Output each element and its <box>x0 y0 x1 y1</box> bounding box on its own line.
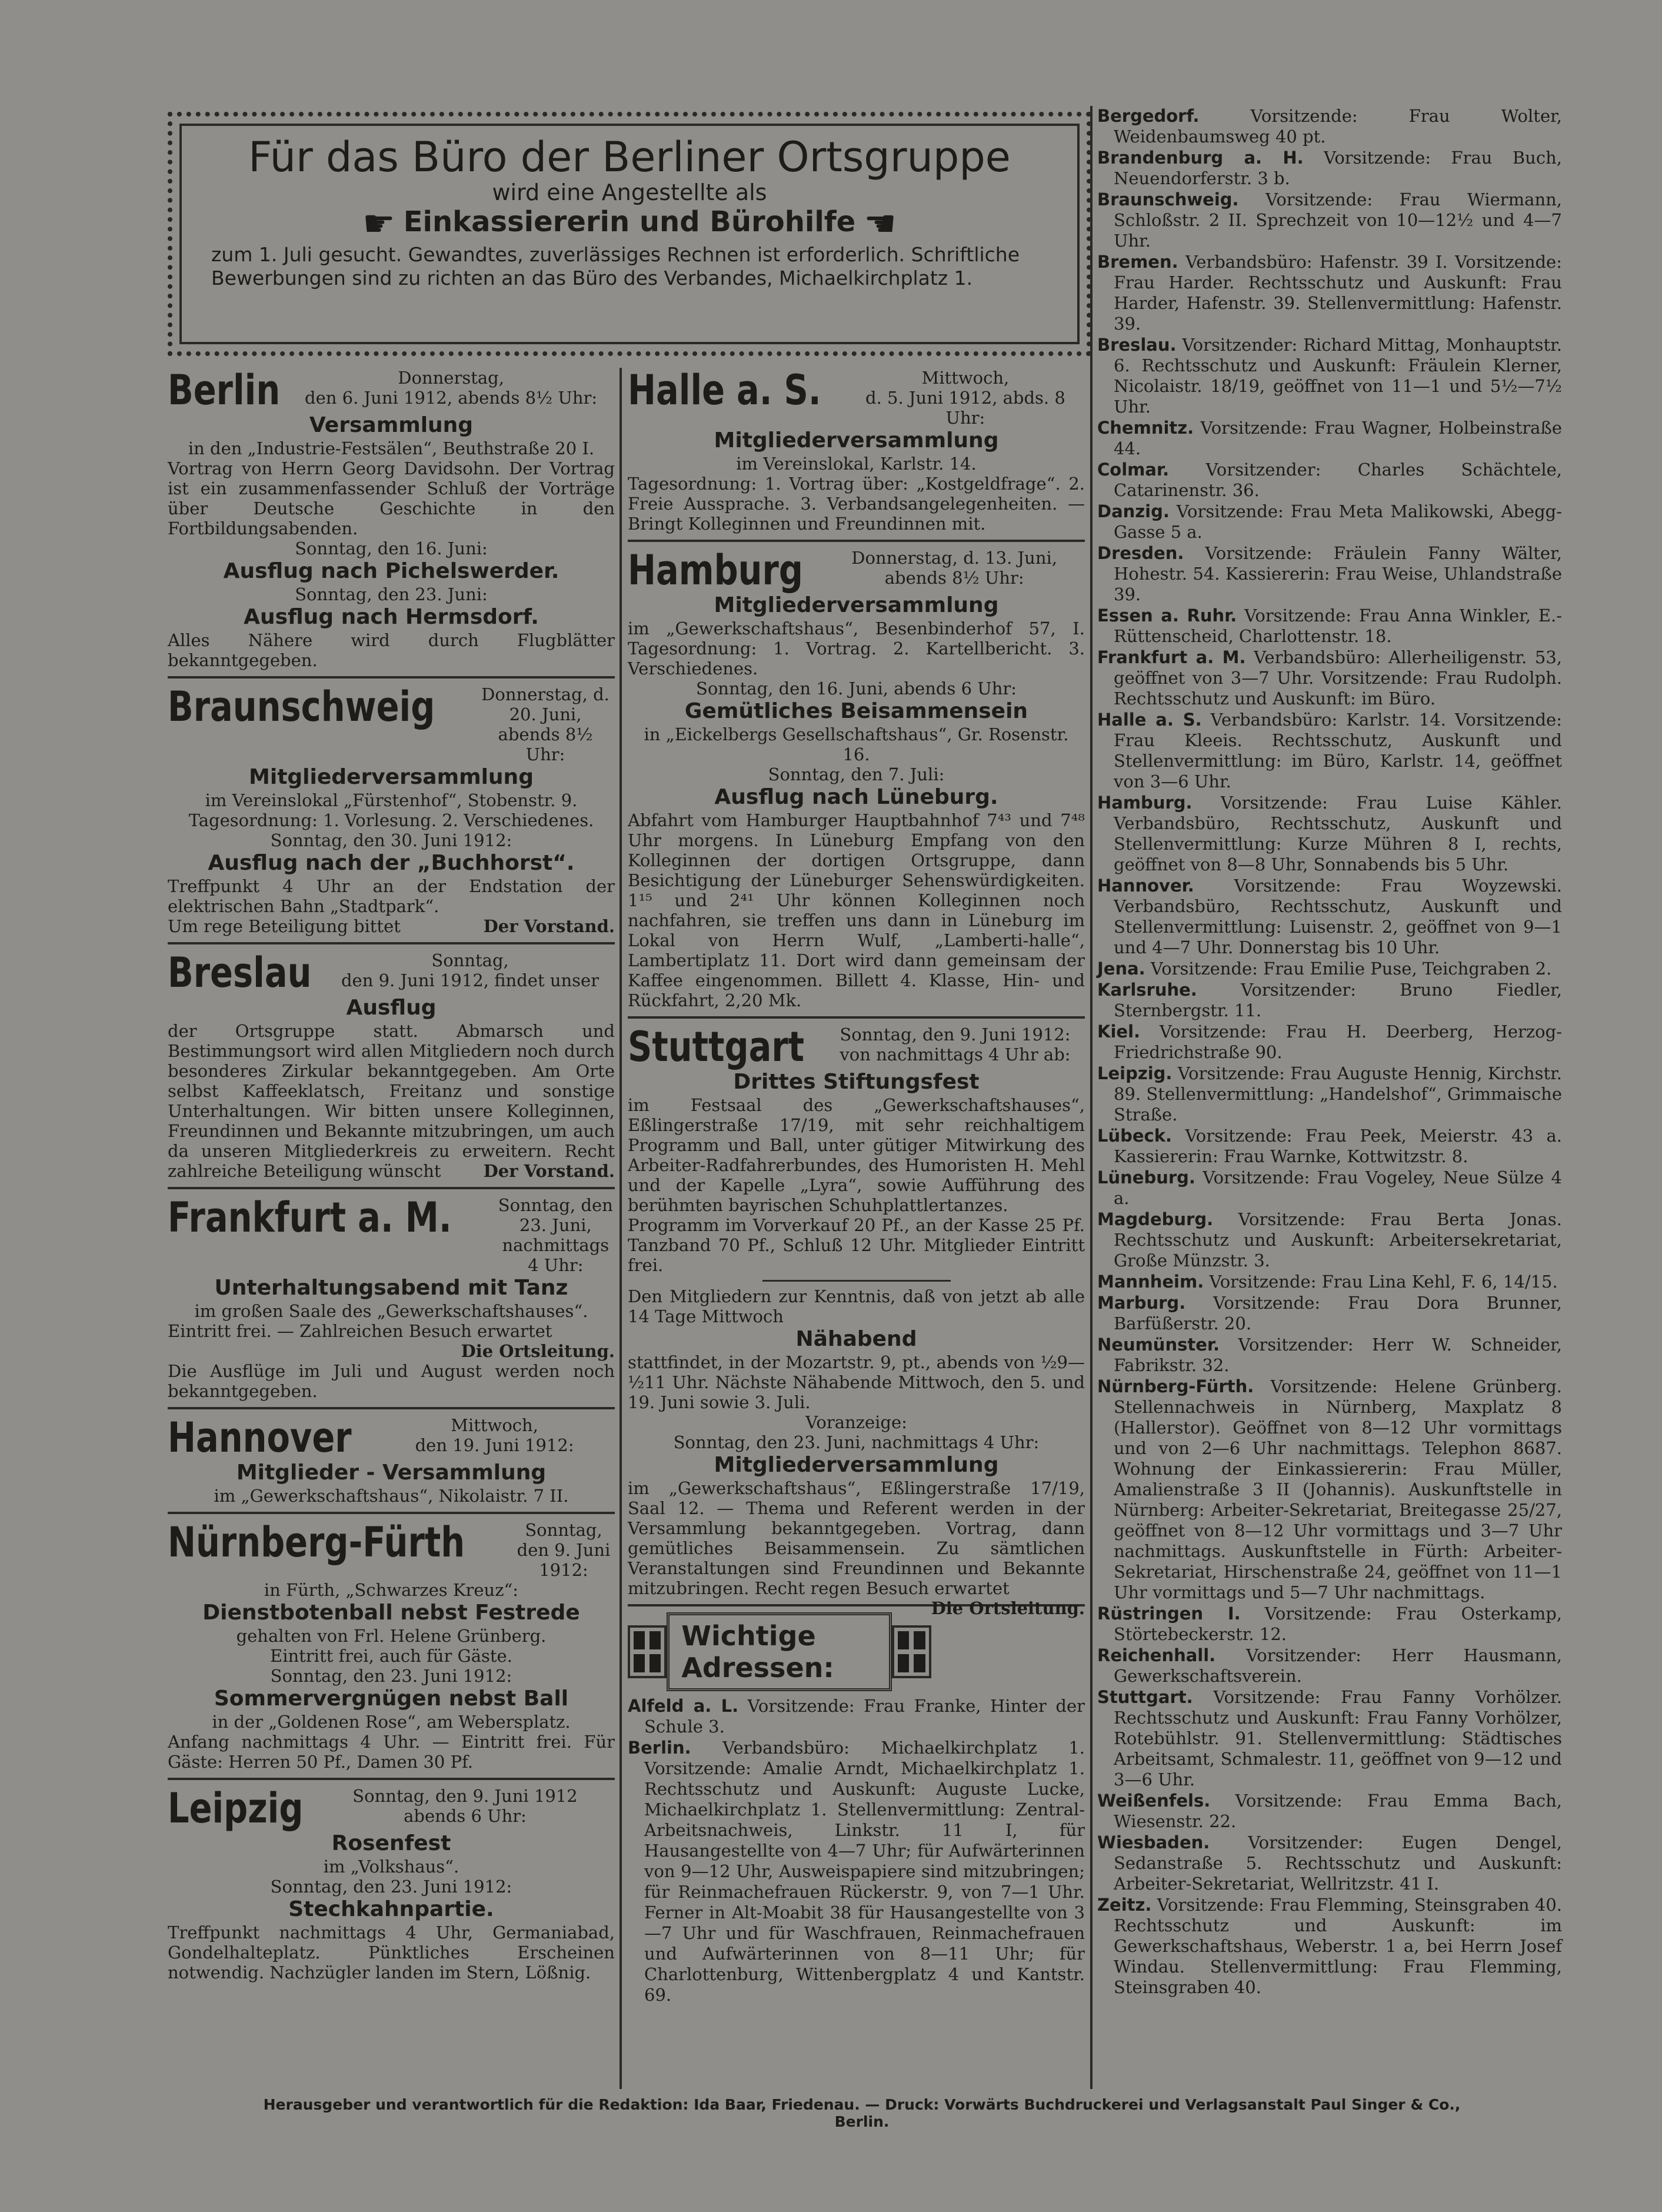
address-city: Breslau. <box>1097 335 1177 355</box>
address-city: Nürnberg-Fürth. <box>1097 1376 1254 1396</box>
event-text: Programm im Vorverkauf 20 Pf., an der Kasse 25 Pf. Tanzband 70 Pf., Schluß 12 Uhr. Mitglieder Eintritt frei. <box>628 1215 1085 1275</box>
notice-frankfurt <box>168 1195 615 1409</box>
ornament-grid-icon <box>892 1625 931 1678</box>
address-list <box>1097 106 1562 1998</box>
address-text: Vorsitzende: Frau Auguste Hennig, Kirchstr. 89. Stellenvermittlung: „Handelshof“, Grimmaische Straße. <box>1114 1063 1563 1125</box>
address-entry <box>1097 1335 1562 1376</box>
event-text: Treffpunkt 4 Uhr an der Endstation der elektrischen Bahn „Stadtpark“. <box>168 876 615 916</box>
address-city: Lüneburg. <box>1097 1167 1195 1188</box>
address-entry <box>1097 252 1562 334</box>
notice-breslau <box>168 950 615 1189</box>
address-entry <box>1097 1272 1562 1292</box>
column-left <box>168 368 615 1994</box>
event-date: Sonntag, den 30. Juni 1912: <box>270 830 512 850</box>
event-title: Ausflug <box>346 996 437 1020</box>
event-text: Abfahrt vom Hamburger Hauptbahnhof 7⁴³ und 7⁴⁸ Uhr morgens. In Lüneburg Empfang von den Kolleginnen der dortigen Ortsgruppe, dann Besichtigung der Lüneburger Sehenswürdigkeiten. 1¹⁵ und 2⁴¹ Uhr können Kolleginnen noch nachfahren, sie treffen uns dann in Lüneburg im Lokal von Herrn Wulf, „Lamberti-halle“, Lambertiplatz 11. Dort wird dann gemeinsam der Kaffee eingenommen. Billett 4. Klasse, Hin- und Rückfahrt, 2,20 Mk. <box>628 810 1085 1010</box>
address-text: Vorsitzende: Frau Meta Malikowski, Abegg-Gasse 5 a. <box>1114 501 1563 542</box>
event-place: in Fürth, „Schwarzes Kreuz“: <box>264 1580 519 1600</box>
city-heading: Halle a. S. <box>628 366 821 414</box>
address-city: Alfeld a. L. <box>628 1696 739 1716</box>
notice-date: Mittwoch, d. 5. Juni 1912, abds. 8 Uhr: <box>865 368 1065 428</box>
address-text: Vorsitzender: Richard Mittag, Monhauptstr. 6. Rechtsschutz und Auskunft: Fräulein Klerner, Nicolaistr. 18/19, geöffnet von 11—1 und 5½—7½ Uhr. <box>1114 335 1562 417</box>
address-city: Hannover. <box>1097 876 1194 896</box>
job-advertisement <box>168 112 1091 356</box>
important-addresses-title: Wichtige Adressen: <box>667 1612 892 1691</box>
event-text: Eintritt frei. — Zahlreichen Besuch erwartet <box>168 1321 552 1341</box>
address-entry <box>1097 1022 1562 1063</box>
notice-date: Sonntag, den 23. Juni, nachmittags 4 Uhr: <box>498 1195 613 1275</box>
address-city: Kiel. <box>1097 1022 1141 1042</box>
event-date: Sonntag, den 7. Juli: <box>768 764 945 784</box>
event-entry: Eintritt frei, auch für Gäste. <box>270 1646 512 1666</box>
address-city: Rüstringen I. <box>1097 1604 1241 1624</box>
address-text: Vorsitzende: Frau Berta Jonas. Rechtsschutz und Auskunft: Arbeitersekretariat, Große Münzstr. 3. <box>1114 1209 1562 1270</box>
event-title: Sommervergnügen nebst Ball <box>214 1687 569 1711</box>
address-entry <box>1097 460 1562 501</box>
event-place: im „Volkshaus“. <box>323 1857 459 1877</box>
address-city: Wiesbaden. <box>1097 1832 1210 1852</box>
notice-halle <box>628 368 1085 542</box>
address-text: Verbandsbüro: Karlstr. 14. Vorsitzende: Frau Kleeis. Rechtsschutz, Auskunft und Stellenvermittlung: im Büro, Karlstr. 14, geöffnet von 3—6 Uhr. <box>1114 710 1562 791</box>
address-text: Vorsitzende: Frau Woyzewski. Verbandsbüro, Rechtsschutz, Auskunft und Stellenvermittlung: Luisenstr. 2, geöffnet von 9—1 und 4—7 Uhr. Donnerstag bis 10 Uhr. <box>1114 876 1563 957</box>
address-text: Vorsitzender: Herr Hausmann, Gewerkschaftsverein. <box>1114 1645 1563 1686</box>
address-text: Vorsitzende: Frau Wagner, Holbeinstraße 44. <box>1114 418 1562 458</box>
event-title: Unterhaltungsabend mit Tanz <box>214 1276 568 1300</box>
city-heading: Hannover <box>168 1413 352 1462</box>
event-title: Rosenfest <box>331 1831 451 1855</box>
address-entry <box>1097 543 1562 605</box>
event-speaker: gehalten von Frl. Helene Grünberg. <box>236 1626 547 1646</box>
city-heading: Frankfurt a. M. <box>168 1193 452 1242</box>
address-entry <box>1097 1832 1562 1894</box>
event-title: Nähabend <box>795 1327 917 1351</box>
column-right <box>1097 106 1562 1998</box>
address-text: Verbandsbüro: Michaelkirchplatz 1. Vorsitzende: Amalie Arndt, Michaelkirchplatz 1. Rechtsschutz und Auskunft: Auguste Lucke, Michaelkirchplatz 1. Stellenvermittlung: Zentral-Arbeitsnachweis, Linkstr. 11 I, für Hausangestellte von 4—7 Uhr; für Aufwärterinnen von 9—12 Uhr, Ausweispapiere sind mitzubringen; für Reinmachefrauen Rückerstr. 9, von 7—1 Uhr. Ferner in Alt-Moabit 38 für Hausangestellte von 3—7 Uhr und für Waschfrauen, Reinmachefrauen und Aufwärterinnen von 8—11 Uhr; für Charlottenburg, Wittenbergplatz 4 und Kantstr. 69. <box>644 1738 1085 2005</box>
pointing-hand-left-icon: ☚ <box>864 202 897 245</box>
event-title: Stechkahnpartie. <box>288 1897 494 1921</box>
address-entry <box>1097 606 1562 647</box>
address-city: Bergedorf. <box>1097 106 1200 126</box>
event-title: Ausflug nach Lüneburg. <box>714 785 998 809</box>
city-heading: Braunschweig <box>168 683 435 731</box>
notice-date: Sonntag, den 9. Juni 1912 abends 6 Uhr: <box>352 1786 578 1826</box>
address-city: Chemnitz. <box>1097 418 1194 438</box>
event-text: im „Gewerkschaftshaus“, Besenbinderhof 57, I. Tagesordnung: 1. Vortrag. 2. Kartellbericht. 3. Verschiedenes. <box>628 618 1085 678</box>
address-city: Neumünster. <box>1097 1335 1220 1355</box>
address-text: Vorsitzender: Eugen Dengel, Sedanstraße 5. Rechtsschutz und Auskunft: Arbeiter-Sekretariat, Wellritzstr. 41 I. <box>1114 1832 1563 1894</box>
address-city: Lübeck. <box>1097 1126 1173 1146</box>
event-date: Sonntag, den 16. Juni: <box>295 538 488 558</box>
event-signature: Die Ortsleitung. <box>461 1341 615 1361</box>
event-text: stattfindet, in der Mozartstr. 9, pt., abends von ½9—½11 Uhr. Nächste Nähabende Mittwoch, den 5. und 19. Juni sowie 3. Juli. <box>628 1352 1085 1412</box>
address-text: Vorsitzende: Frau Wolter, Weidenbaumsweg 40 pt. <box>1114 106 1562 147</box>
address-text: Vorsitzender: Herr W. Schneider, Fabrikstr. 32. <box>1114 1335 1562 1375</box>
address-text: Vorsitzende: Frau H. Deerberg, Herzog-Friedrichstraße 90. <box>1114 1022 1563 1062</box>
city-heading: Hamburg <box>628 546 803 594</box>
address-city: Marburg. <box>1097 1293 1186 1313</box>
address-entry <box>1097 1376 1562 1603</box>
address-city: Bremen. <box>1097 252 1178 272</box>
address-text: Vorsitzende: Frau Buch, Neuendorferstr. 3 b. <box>1114 148 1562 188</box>
event-title: Versammlung <box>309 413 474 437</box>
address-city: Braunschweig. <box>1097 189 1239 209</box>
address-entry <box>1097 1167 1562 1209</box>
address-entry <box>1097 980 1562 1021</box>
ad-title: Für das Büro der Berliner Ortsgruppe <box>248 133 1011 181</box>
address-entry <box>628 1696 1085 1737</box>
city-heading: Breslau <box>168 949 312 997</box>
event-title: Mitgliederversammlung <box>714 428 999 453</box>
address-entry <box>1097 1791 1562 1832</box>
address-city: Danzig. <box>1097 501 1170 521</box>
event-closing: Um rege Beteiligung bittet Der Vorstand. <box>168 916 615 936</box>
address-text: Vorsitzende: Frau Franke, Hinter der Schule 3. <box>644 1696 1085 1737</box>
address-text: Vorsitzender: Charles Schächtele, Catarinenstr. 36. <box>1114 460 1562 500</box>
address-entry <box>1097 959 1562 979</box>
event-text: Vortrag von Herrn Georg Davidsohn. Der Vortrag ist ein zusammenfassender Schluß der Vorträge über Deutsche Geschichte in den Fortbildungsabenden. <box>168 458 615 538</box>
city-heading: Leipzig <box>168 1784 304 1832</box>
pointing-hand-right-icon: ☛ <box>362 202 395 245</box>
newspaper-page <box>150 106 1568 2130</box>
ad-body: zum 1. Juli gesucht. Gewandtes, zuverlässiges Rechnen ist erforderlich. Schriftliche Bewerbungen sind zu richten an das Büro des Verbandes, Michaelkirchplatz 1. <box>211 243 1020 290</box>
event-title: Dienstbotenball nebst Festrede <box>202 1601 580 1625</box>
notice-nuernberg-fuerth <box>168 1520 615 1780</box>
address-city: Weißenfels. <box>1097 1791 1211 1811</box>
notice-date: Sonntag, den 9. Juni 1912: von nachmittags 4 Uhr ab: <box>840 1024 1071 1065</box>
address-text: Vorsitzende: Frau Emma Bach, Wiesenstr. 22. <box>1114 1791 1562 1831</box>
address-text: Vorsitzende: Frau Luise Kähler. Verbandsbüro, Rechtsschutz, Auskunft und Stellenvermittlung: Kurze Mühren 8 I, rechts, geöffnet von 8—8 Uhr, Sonnabends bis 5 Uhr. <box>1114 793 1562 874</box>
address-text: Vorsitzende: Frau Peek, Meierstr. 43 a. Kassiererin: Frau Warnke, Kottwitzstr. 8. <box>1114 1126 1562 1166</box>
address-entry <box>1097 1063 1562 1125</box>
job-advertisement-frame <box>179 124 1080 344</box>
event-note: Die Ausflüge im Juli und August werden noch bekanntgegeben. <box>168 1361 615 1401</box>
address-city: Dresden. <box>1097 543 1184 563</box>
address-city: Brandenburg a. H. <box>1097 148 1304 168</box>
notice-stuttgart <box>628 1023 1085 1618</box>
event-place: in den „Industrie-Festsälen“, Beuthstraße 20 I. <box>188 438 595 458</box>
address-city: Berlin. <box>628 1738 691 1758</box>
address-text: Vorsitzende: Frau Fanny Vorhölzer. Rechtsschutz und Auskunft: Frau Fanny Vorhölzer, Rotebühlstr. 91. Stellenvermittlung: Städtisches Arbeitsamt, Schmalestr. 11, geöffnet von 9—12 und 3—6 Uhr. <box>1114 1687 1563 1789</box>
address-text: Vorsitzende: Frau Anna Winkler, E.-Rüttenscheid, Charlottenstr. 18. <box>1114 606 1563 646</box>
event-date: Sonntag, den 16. Juni, abends 6 Uhr: <box>695 678 1017 698</box>
notice-berlin <box>168 368 615 678</box>
address-entry <box>1097 647 1562 709</box>
event-text: der Ortsgruppe statt. Abmarsch und Bestimmungsort wird allen Mitgliedern noch durch besonderes Zirkular bekanntgegeben. Am Orte selbst Kaffeeklatsch, Freitanz und sonstige Unterhaltungen. Wir bitten unsere Kolleginnen, Freundinnen und Bekannte mitzubringen, um auch da unseren Mitgliederkreis zu erweitern. Recht zahlreiche Beteiligung wünscht Der Vorstand. <box>168 1021 615 1181</box>
address-text: Vorsitzende: Frau Lina Kehl, F. 6, 14/15. <box>1209 1272 1558 1292</box>
address-text: Vorsitzende: Frau Emilie Puse, Teichgraben 2. <box>1150 959 1552 979</box>
address-city: Colmar. <box>1097 460 1170 480</box>
notice-braunschweig <box>168 684 615 944</box>
column-middle <box>628 368 1085 2006</box>
address-text: Vorsitzende: Helene Grünberg. Stellennachweis in Nürnberg, Maxplatz 8 (Hallerstor). Geöffnet von 8—12 Uhr vormittags und von 2—6 Uhr nachmittags. Telephon 8687. Wohnung der Einkassiererin: Frau Müller, Amalienstraße 3 II (Johannis). Auskunftstelle in Nürnberg: Arbeiter-Sekretariat, Breitegasse 25/27, geöffnet von 8—12 Uhr vormittags und 3—7 Uhr nachmittags. Auskunftstelle in Fürth: Arbeiter-Sekretariat, Hirschenstraße 24, geöffnet von 11—1 Uhr vormittags und 5—7 Uhr nachmittags. <box>1114 1376 1563 1602</box>
event-date: Sonntag, den 23. Juni 1912: <box>270 1666 512 1686</box>
ad-heading <box>182 202 1077 245</box>
address-city: Frankfurt a. M. <box>1097 647 1246 667</box>
event-place: im Vereinslokal, Karlstr. 14. <box>736 454 977 474</box>
event-title: Mitgliederversammlung <box>249 765 534 789</box>
address-city: Mannheim. <box>1097 1272 1204 1292</box>
ad-heading-text: Einkassiererin und Bürohilfe <box>403 205 856 238</box>
event-note: Alles Nähere wird durch Flugblätter bekanntgegeben. <box>168 630 615 670</box>
notice-date: Sonntag, den 9. Juni 1912, findet unser <box>341 950 599 990</box>
event-text: Treffpunkt nachmittags 4 Uhr, Germaniabad, Gondelhalteplatz. Pünktliches Erscheinen notwendig. Nachzügler landen im Stern, Lößnig. <box>168 1922 615 1983</box>
address-city: Essen a. Ruhr. <box>1097 606 1237 626</box>
event-title: Ausflug nach der „Buchhorst“. <box>208 851 575 875</box>
address-city: Magdeburg. <box>1097 1209 1214 1229</box>
event-title: Drittes Stiftungsfest <box>733 1070 980 1094</box>
event-date: Sonntag, den 23. Juni: <box>295 584 488 604</box>
notice-date: Mittwoch, den 19. Juni 1912: <box>415 1415 574 1455</box>
address-entry <box>1097 335 1562 417</box>
divider <box>762 1280 951 1282</box>
address-text: Vorsitzende: Frau Dora Brunner, Barfüßerstr. 20. <box>1114 1293 1562 1333</box>
city-heading: Berlin <box>168 366 281 414</box>
address-entry <box>1097 1645 1562 1687</box>
address-entry <box>1097 106 1562 147</box>
event-date: Sonntag, den 23. Juni, nachmittags 4 Uhr: <box>673 1432 1040 1452</box>
event-title: Mitgliederversammlung <box>714 1453 999 1477</box>
address-city: Zeitz. <box>1097 1895 1152 1915</box>
event-agenda: Tagesordnung: 1. Vorlesung. 2. Verschiedenes. <box>188 810 594 830</box>
address-text: Vorsitzende: Fräulein Fanny Wälter, Hohestr. 54. Kassiererin: Frau Weise, Uhlandstraße 39. <box>1114 543 1562 604</box>
preannouncement-label: Voranzeige: <box>805 1412 907 1432</box>
address-city: Jena. <box>1097 959 1145 979</box>
address-entry <box>1097 1293 1562 1334</box>
ornament-grid-icon <box>628 1625 667 1678</box>
address-text: Vorsitzende: Frau Flemming, Steinsgraben 40. Rechtsschutz und Auskunft: im Gewerkschaftshaus, Weberstr. 1 a, bei Herrn Josef Windau. Stellenvermittlung: Frau Flemming, Steinsgraben 40. <box>1114 1895 1562 1997</box>
event-text: im Festsaal des „Gewerkschaftshauses“, Eßlingerstraße 17/19, mit sehr reichhaltigem Programm und Ball, unter gütiger Mitwirkung des Arbeiter-Radfahrerbundes, des Humoristen H. Mehl und der Kapelle „Lyra“, sowie Aufführung des berühmten bayrischen Schuhplattlertanzes. <box>628 1095 1085 1215</box>
address-text: Vorsitzende: Frau Vogeley, Neue Sülze 4 a. <box>1114 1167 1563 1208</box>
event-text: Tagesordnung: 1. Vortrag über: „Kostgeldfrage“. 2. Freie Aussprache. 3. Verbandsangelegenheiten. — Bringt Kolleginnen und Freundinnen mit. <box>628 474 1085 534</box>
address-entry <box>628 1738 1085 2005</box>
notice-hamburg <box>628 548 1085 1019</box>
address-text: Vorsitzende: Frau Wiermann, Schloßstr. 2 II. Sprechzeit von 10—12½ und 4—7 Uhr. <box>1114 189 1563 251</box>
column-rule <box>619 368 622 2089</box>
address-city: Leipzig. <box>1097 1063 1173 1083</box>
event-date: Sonntag, den 23. Juni 1912: <box>270 1877 512 1897</box>
address-entry <box>1097 710 1562 792</box>
notice-date: Donnerstag, d. 13. Juni, abends 8½ Uhr: <box>851 548 1058 588</box>
address-text: Vorsitzende: Frau Osterkamp, Störtebeckerstr. 12. <box>1114 1604 1563 1644</box>
city-heading: Stuttgart <box>628 1023 805 1071</box>
address-entry <box>1097 148 1562 189</box>
address-entry <box>1097 1604 1562 1645</box>
address-entry <box>1097 1209 1562 1271</box>
event-title: Gemütliches Beisammensein <box>684 699 1028 723</box>
column-rule <box>1090 106 1093 2089</box>
event-title: Mitgliederversammlung <box>714 593 999 617</box>
notice-date: Sonntag, den 9. Juni 1912: <box>517 1520 611 1580</box>
address-text: Vorsitzender: Bruno Fiedler, Sternbergstr. 11. <box>1114 980 1562 1020</box>
address-entry <box>1097 501 1562 543</box>
event-title: Ausflug nach Pichelswerder. <box>223 559 559 583</box>
address-entry <box>1097 418 1562 459</box>
notice-date: Donnerstag, den 6. Juni 1912, abends 8½ Uhr: <box>305 368 598 408</box>
notice-leipzig <box>168 1786 615 1988</box>
address-city: Hamburg. <box>1097 793 1193 813</box>
address-entry <box>1097 793 1562 875</box>
notice-date: Donnerstag, d. 20. Juni, abends 8½ Uhr: <box>481 684 609 764</box>
notice-hannover <box>168 1415 615 1514</box>
event-title: Mitglieder - Versammlung <box>236 1461 547 1485</box>
imprint-footer: Herausgeber und verantwortlich für die Redaktion: Ida Baar, Friedenau. — Druck: Vorwärts Buchdruckerei und Verlagsanstalt Paul Singer & Co., Berlin. <box>263 2096 1461 2130</box>
event-text: Anfang nachmittags 4 Uhr. — Eintritt frei. Für Gäste: Herren 50 Pf., Damen 30 Pf. <box>168 1732 615 1772</box>
address-city: Karlsruhe. <box>1097 980 1197 1000</box>
event-title: Ausflug nach Hermsdorf. <box>244 605 539 629</box>
event-place: im „Gewerkschaftshaus“, Nikolaistr. 7 II. <box>214 1486 569 1506</box>
event-place: in „Eickelbergs Gesellschaftshaus“, Gr. Rosenstr. 16. <box>644 724 1069 764</box>
address-entry <box>1097 1687 1562 1790</box>
event-place: im Vereinslokal „Fürstenhof“, Stobenstr. 9. <box>205 790 578 810</box>
address-entry <box>1097 1126 1562 1167</box>
event-place: im großen Saale des „Gewerkschaftshauses“. <box>194 1301 588 1321</box>
event-text: Den Mitgliedern zur Kenntnis, daß von jetzt ab alle 14 Tage Mittwoch <box>628 1286 1085 1326</box>
ad-subtitle: wird eine Angestellte als <box>492 179 767 205</box>
address-text: Verbandsbüro: Hafenstr. 39 I. Vorsitzende: Frau Harder. Rechtsschutz und Auskunft: Frau Harder, Hafenstr. 39. Stellenvermittlung: Hafenstr. 39. <box>1114 252 1562 334</box>
address-text: Verbandsbüro: Allerheiligenstr. 53, geöffnet von 3—7 Uhr. Vorsitzende: Frau Rudolph. Rechtsschutz und Auskunft: im Büro. <box>1114 647 1563 708</box>
city-heading: Nürnberg-Fürth <box>168 1518 465 1566</box>
address-entry <box>1097 876 1562 958</box>
important-addresses-header <box>628 1612 931 1691</box>
address-entry <box>1097 189 1562 251</box>
address-city: Reichenhall. <box>1097 1645 1216 1665</box>
event-place: in der „Goldenen Rose“, am Webersplatz. <box>212 1712 571 1732</box>
address-list <box>628 1696 1085 2005</box>
address-entry <box>1097 1895 1562 1998</box>
address-city: Halle a. S. <box>1097 710 1202 730</box>
address-city: Stuttgart. <box>1097 1687 1193 1707</box>
event-text: im „Gewerkschaftshaus“, Eßlingerstraße 17/19, Saal 12. — Thema und Referent werden in der Versammlung bekanntgegeben. Vortrag, dann gemütliches Beisammensein. Zu sämtlichen Veranstaltungen sind Freundinnen und Bekannte mitzubringen. Recht regen Besuch erwartet Die Ortsleitung. <box>628 1478 1085 1618</box>
